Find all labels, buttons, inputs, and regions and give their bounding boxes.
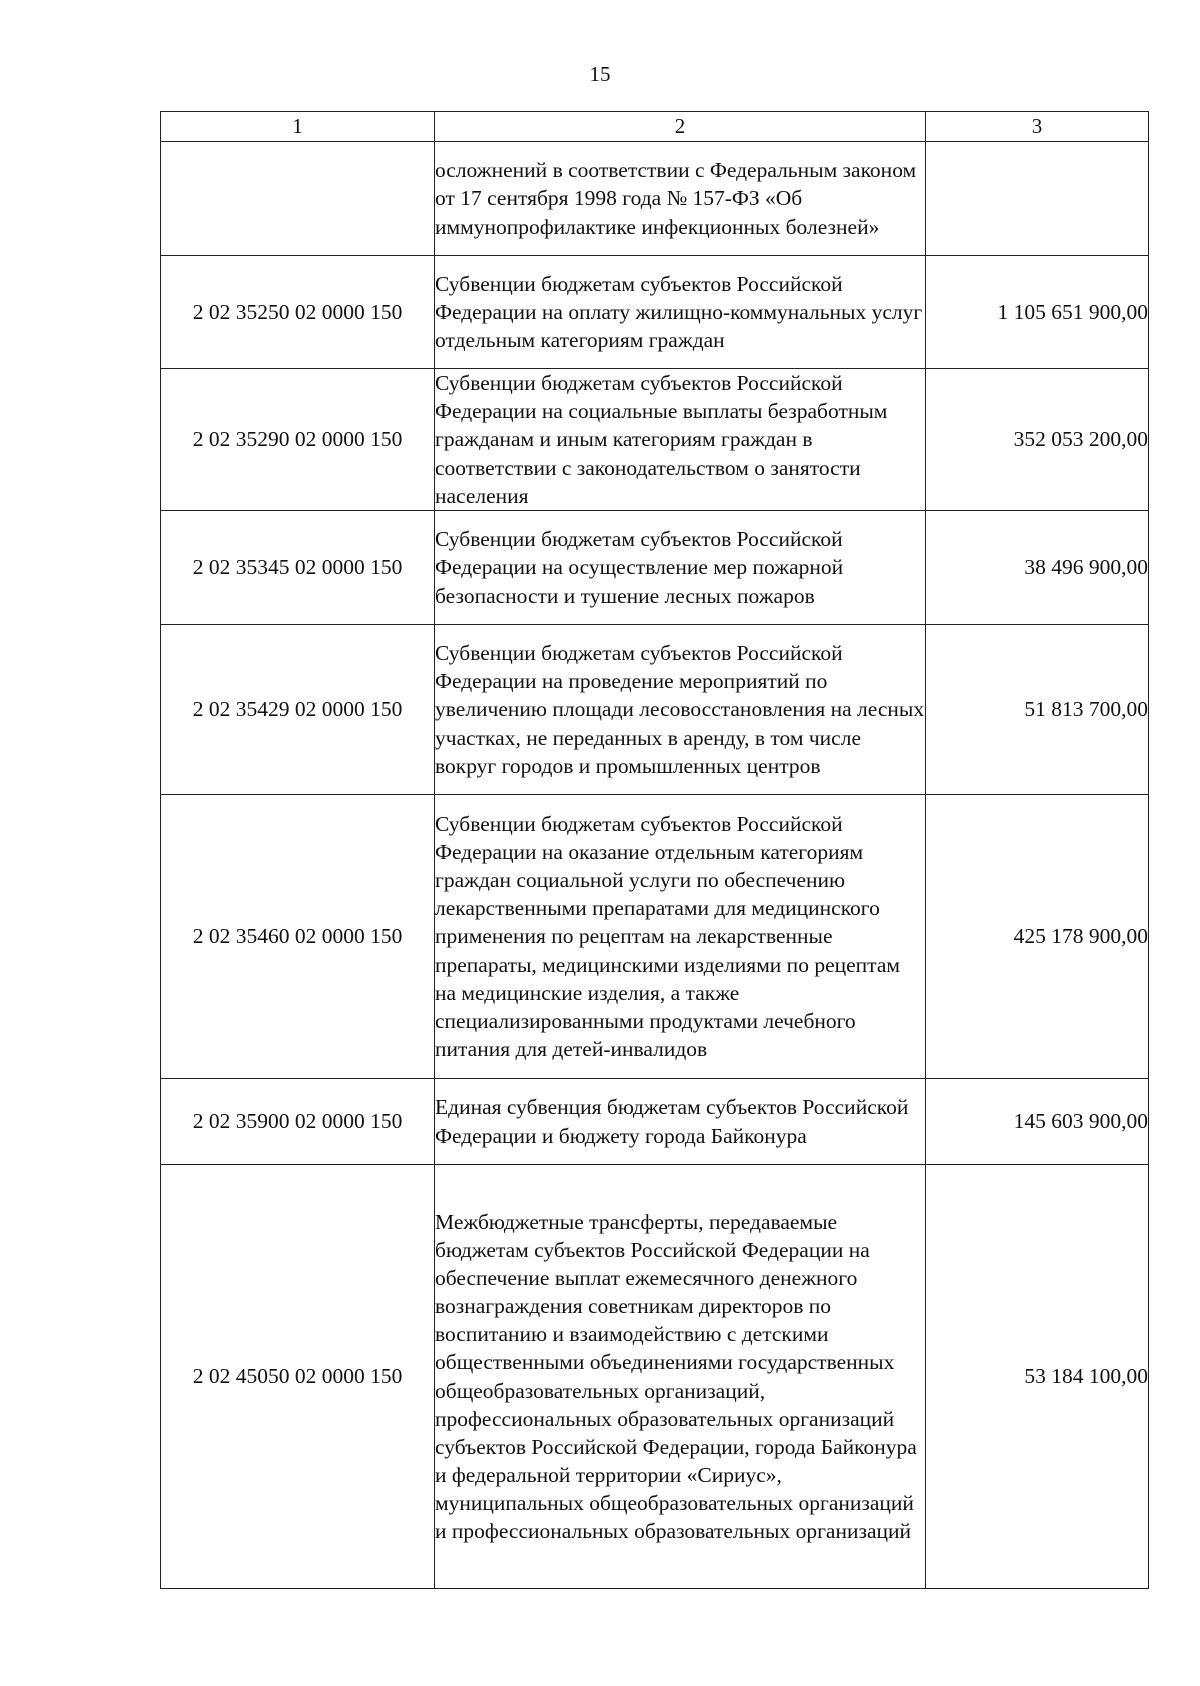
column-header-1: 1 xyxy=(161,112,435,142)
page-number: 15 xyxy=(589,62,611,86)
amount-cell: 51 813 700,00 xyxy=(926,625,1149,795)
table-row xyxy=(161,369,1149,511)
amount-cell: 38 496 900,00 xyxy=(926,511,1149,625)
description-cell: Субвенции бюджетам субъектов Российской Федерации на проведение мероприятий по увеличению площади лесовосстановления на лесных участках, не переданных в аренду, в том числе вокруг городов и промышленных центров xyxy=(435,625,926,795)
table-row xyxy=(161,1165,1149,1589)
table-row xyxy=(161,142,1149,256)
amount-cell: 53 184 100,00 xyxy=(926,1165,1149,1589)
amount-cell: 1 105 651 900,00 xyxy=(926,256,1149,369)
budget-code-cell: 2 02 35429 02 0000 150 xyxy=(161,625,435,795)
description-cell: Единая субвенция бюджетам субъектов Российской Федерации и бюджету города Байконура xyxy=(435,1079,926,1165)
column-header-2: 2 xyxy=(435,112,926,142)
budget-code-cell: 2 02 35900 02 0000 150 xyxy=(161,1079,435,1165)
budget-code-cell: 2 02 35345 02 0000 150 xyxy=(161,511,435,625)
budget-code-cell: 2 02 35250 02 0000 150 xyxy=(161,256,435,369)
description-cell: Субвенции бюджетам субъектов Российской Федерации на оказание отдельным категориям граждан социальной услуги по обеспечению лекарственными препаратами для медицинского применения по рецептам на лекарственные препараты, медицинскими изделиями по рецептам на медицинские изделия, а также специализированными продуктами лечебного питания для детей-инвалидов xyxy=(435,795,926,1079)
table-header-row xyxy=(161,112,1149,142)
column-header-3: 3 xyxy=(926,112,1149,142)
table-row xyxy=(161,511,1149,625)
amount-cell xyxy=(926,142,1149,256)
description-cell: Субвенции бюджетам субъектов Российской Федерации на социальные выплаты безработным гражданам и иным категориям граждан в соответствии с законодательством о занятости населения xyxy=(435,369,926,511)
description-cell: Субвенции бюджетам субъектов Российской Федерации на оплату жилищно-коммунальных услуг отдельным категориям граждан xyxy=(435,256,926,369)
table-row xyxy=(161,625,1149,795)
budget-code-cell xyxy=(161,142,435,256)
table-row xyxy=(161,256,1149,369)
description-cell: осложнений в соответствии с Федеральным законом от 17 сентября 1998 года № 157-ФЗ «Об иммунопрофилактике инфекционных болезней» xyxy=(435,142,926,256)
amount-cell: 145 603 900,00 xyxy=(926,1079,1149,1165)
table-row xyxy=(161,795,1149,1079)
description-cell: Субвенции бюджетам субъектов Российской Федерации на осуществление мер пожарной безопасности и тушение лесных пожаров xyxy=(435,511,926,625)
budget-code-cell: 2 02 45050 02 0000 150 xyxy=(161,1165,435,1589)
budget-code-cell: 2 02 35290 02 0000 150 xyxy=(161,369,435,511)
table-row xyxy=(161,1079,1149,1165)
budget-revenue-table xyxy=(160,111,1149,1589)
description-cell: Межбюджетные трансферты, передаваемые бюджетам субъектов Российской Федерации на обеспечение выплат ежемесячного денежного вознаграждения советникам директоров по воспитанию и взаимодействию с детскими общественными объединениями государственных общеобразовательных организаций, профессиональных образовательных организаций субъектов Российской Федерации, города Байконура и федеральной территории «Сириус», муниципальных общеобразовательных организаций и профессиональных образовательных организаций xyxy=(435,1165,926,1589)
amount-cell: 425 178 900,00 xyxy=(926,795,1149,1079)
budget-code-cell: 2 02 35460 02 0000 150 xyxy=(161,795,435,1079)
amount-cell: 352 053 200,00 xyxy=(926,369,1149,511)
